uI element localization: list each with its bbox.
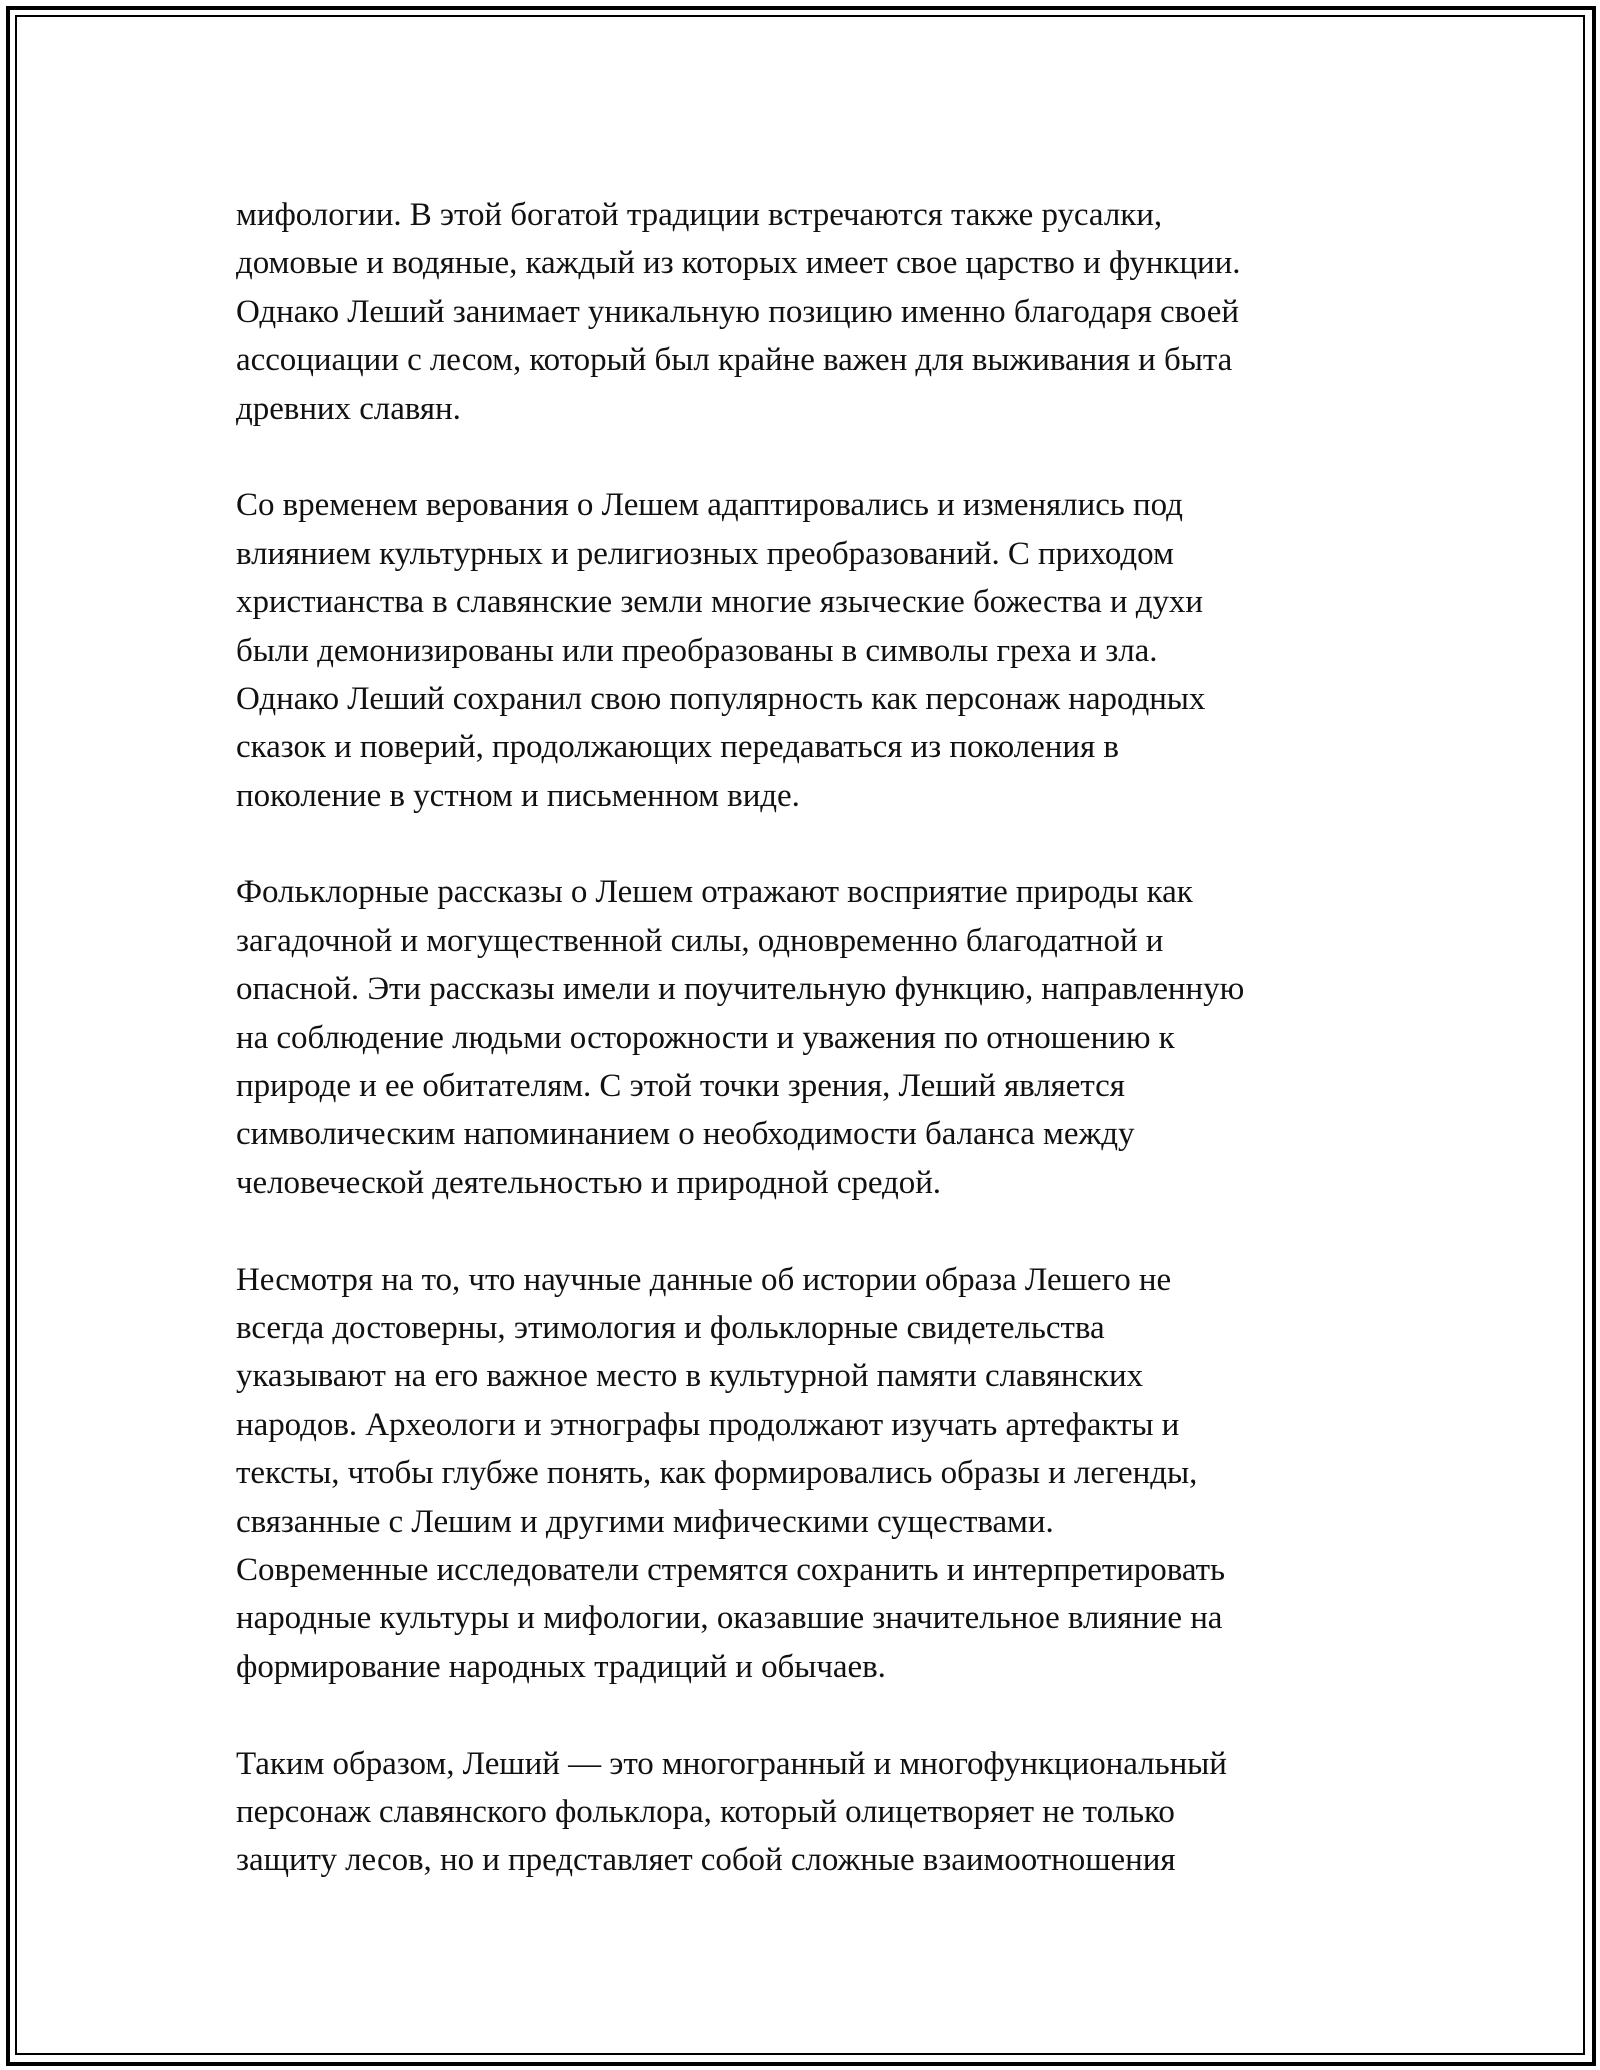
text-line: Однако Леший занимает уникальную позицию именно благодаря своей xyxy=(236,293,1239,330)
text-line: опасной. Эти рассказы имели и поучительную функцию, направленную xyxy=(236,971,1245,1008)
text-line: символическим напоминанием о необходимости баланса между xyxy=(236,1116,1135,1153)
text-line: персонаж славянского фольклора, который олицетворяет не только xyxy=(236,1793,1175,1830)
paragraph-3 xyxy=(236,868,1366,1207)
paragraph-1 xyxy=(236,191,1366,433)
text-line: Однако Леший сохранил свою популярность как персонаж народных xyxy=(236,680,1206,717)
text-line: указывают на его важное место в культурной памяти славянских xyxy=(236,1358,1144,1395)
paragraph-2 xyxy=(236,481,1366,820)
text-line: Со временем верования о Лешем адаптировались и изменялись под xyxy=(236,487,1183,524)
text-line: на соблюдение людьми осторожности и уважения по отношению к xyxy=(236,1019,1175,1056)
text-line: древних славян. xyxy=(236,390,461,427)
text-line: Фольклорные рассказы о Лешем отражают восприятие природы как xyxy=(236,874,1193,911)
text-line: загадочной и могущественной силы, одновременно благодатной и xyxy=(236,922,1164,959)
text-line: были демонизированы или преобразованы в символы греха и зла. xyxy=(236,632,1158,669)
text-line: человеческой деятельностью и природной средой. xyxy=(236,1164,942,1201)
text-line: Современные исследователи стремятся сохранить и интерпретировать xyxy=(236,1551,1225,1588)
text-line: Несмотря на то, что научные данные об истории образа Лешего не xyxy=(236,1261,1172,1298)
text-line: формирование народных традиций и обычаев. xyxy=(236,1648,886,1685)
text-line: природе и ее обитателям. С этой точки зрения, Леший является xyxy=(236,1068,1125,1105)
document-body xyxy=(236,191,1366,1933)
paragraph-5 xyxy=(236,1740,1366,1885)
text-line: сказок и поверий, продолжающих передаваться из поколения в xyxy=(236,729,1119,766)
text-line: народов. Археологи и этнографы продолжают изучать артефакты и xyxy=(236,1406,1180,1443)
text-line: защиту лесов, но и представляет собой сложные взаимоотношения xyxy=(236,1842,1176,1879)
text-line: мифологии. В этой богатой традиции встречаются также русалки, xyxy=(236,197,1163,233)
text-line: связанные с Лешим и другими мифическими существами. xyxy=(236,1503,1054,1540)
paragraph-4 xyxy=(236,1256,1366,1692)
text-line: всегда достоверны, этимология и фольклорные свидетельства xyxy=(236,1309,1105,1346)
text-line: тексты, чтобы глубже понять, как формировались образы и легенды, xyxy=(236,1455,1198,1492)
text-line: ассоциации с лесом, который был крайне важен для выживания и быта xyxy=(236,342,1233,379)
text-line: христианства в славянские земли многие языческие божества и духи xyxy=(236,584,1203,621)
text-line: влиянием культурных и религиозных преобразований. С приходом xyxy=(236,535,1174,572)
text-line: народные культуры и мифологии, оказавшие значительное влияние на xyxy=(236,1600,1223,1637)
text-line: домовые и водяные, каждый из которых имеет свое царство и функции. xyxy=(236,245,1241,282)
text-line: Таким образом, Леший — это многогранный и многофункциональный xyxy=(236,1745,1227,1782)
text-line: поколение в устном и письменном виде. xyxy=(236,777,800,814)
